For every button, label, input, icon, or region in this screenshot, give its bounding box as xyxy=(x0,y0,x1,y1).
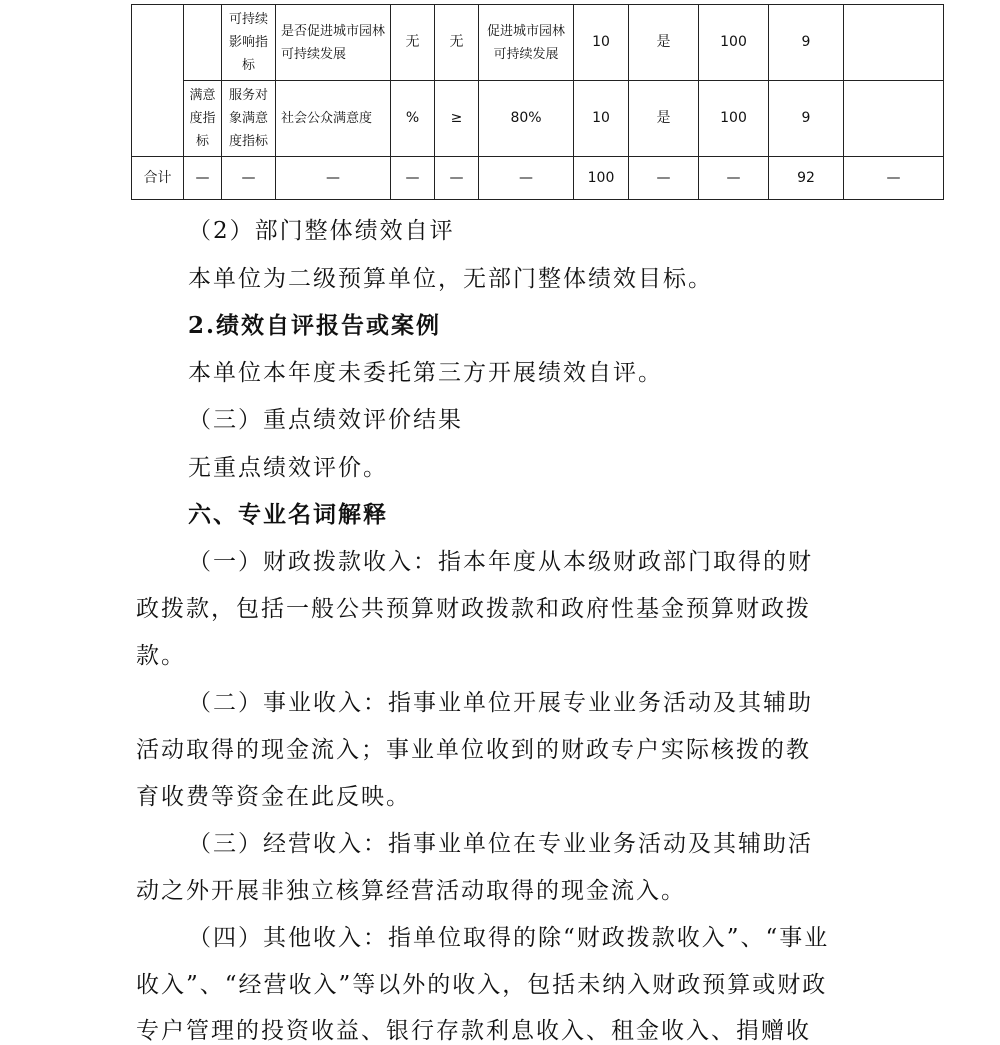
table-cell-indicator: 是否促进城市园林可持续发展 xyxy=(276,5,391,81)
table-cell-total-score: 92 xyxy=(769,157,844,200)
performance-table xyxy=(131,4,944,200)
table-cell-achieved: 是 xyxy=(629,81,699,157)
term-paragraph-line: （三）经营收入：指事业单位在专业业务活动及其辅助活 xyxy=(188,831,813,857)
table-cell-weight: 10 xyxy=(574,81,629,157)
table-cell: — xyxy=(184,157,222,200)
table-cell: — xyxy=(222,157,276,200)
table-cell: — xyxy=(629,157,699,200)
table-cell: — xyxy=(435,157,479,200)
subsection-heading: （三）重点绩效评价结果 xyxy=(188,407,463,433)
table-row xyxy=(132,81,944,157)
table-cell: — xyxy=(276,157,391,200)
table-cell-rate: 100 xyxy=(699,5,769,81)
table-cell-third-level: 可持续影响指标 xyxy=(222,5,276,81)
term-paragraph-line: （一）财政拨款收入：指本年度从本级财政部门取得的财 xyxy=(188,549,813,575)
table-cell-second-level: 满意度指标 xyxy=(184,81,222,157)
table-cell-third-level: 服务对象满意度指标 xyxy=(222,81,276,157)
table-cell-first-level xyxy=(132,5,184,157)
table-cell-unit: 无 xyxy=(391,5,435,81)
term-paragraph-line: （二）事业收入：指事业单位开展专业业务活动及其辅助 xyxy=(188,690,813,716)
table-cell: — xyxy=(479,157,574,200)
table-cell-weight: 10 xyxy=(574,5,629,81)
table-cell-target: 80% xyxy=(479,81,574,157)
subsection-heading: （2）部门整体绩效自评 xyxy=(188,218,455,244)
section-heading: 2.绩效自评报告或案例 xyxy=(188,312,442,339)
paragraph: 本单位为二级预算单位，无部门整体绩效目标。 xyxy=(188,266,713,292)
table-cell-second-level xyxy=(184,5,222,81)
table-cell-operator: 无 xyxy=(435,5,479,81)
table-cell-remark xyxy=(844,5,944,81)
table-cell: — xyxy=(391,157,435,200)
table-cell-unit: % xyxy=(391,81,435,157)
table-row xyxy=(132,5,944,81)
table-cell-achieved: 是 xyxy=(629,5,699,81)
term-paragraph-line: 育收费等资金在此反映。 xyxy=(136,784,411,810)
table-cell: — xyxy=(844,157,944,200)
table-cell-operator: ≥ xyxy=(435,81,479,157)
table-cell-target: 促进城市园林可持续发展 xyxy=(479,5,574,81)
table-cell-remark xyxy=(844,81,944,157)
table-cell-indicator: 社会公众满意度 xyxy=(276,81,391,157)
table-cell-score: 9 xyxy=(769,5,844,81)
paragraph: 本单位本年度未委托第三方开展绩效自评。 xyxy=(188,360,663,386)
table-cell-score: 9 xyxy=(769,81,844,157)
table-cell-total-weight: 100 xyxy=(574,157,629,200)
table-cell-total-label: 合计 xyxy=(132,157,184,200)
table-cell-rate: 100 xyxy=(699,81,769,157)
term-paragraph-line: 政拨款，包括一般公共预算财政拨款和政府性基金预算财政拨 xyxy=(136,596,811,622)
term-paragraph-line: 活动取得的现金流入；事业单位收到的财政专户实际核拨的教 xyxy=(136,737,811,763)
table-cell: — xyxy=(699,157,769,200)
term-paragraph-line: 专户管理的投资收益、银行存款利息收入、租金收入、捐赠收 xyxy=(136,1018,811,1044)
paragraph: 无重点绩效评价。 xyxy=(188,455,388,481)
term-paragraph-line: 动之外开展非独立核算经营活动取得的现金流入。 xyxy=(136,878,686,904)
term-paragraph-line: （四）其他收入：指单位取得的除“财政拨款收入”、“事业 xyxy=(188,925,830,951)
term-paragraph-line: 收入”、“经营收入”等以外的收入，包括未纳入财政预算或财政 xyxy=(136,972,828,998)
table-total-row xyxy=(132,157,944,200)
section-heading: 六、专业名词解释 xyxy=(188,501,388,528)
term-paragraph-line: 款。 xyxy=(136,643,186,669)
